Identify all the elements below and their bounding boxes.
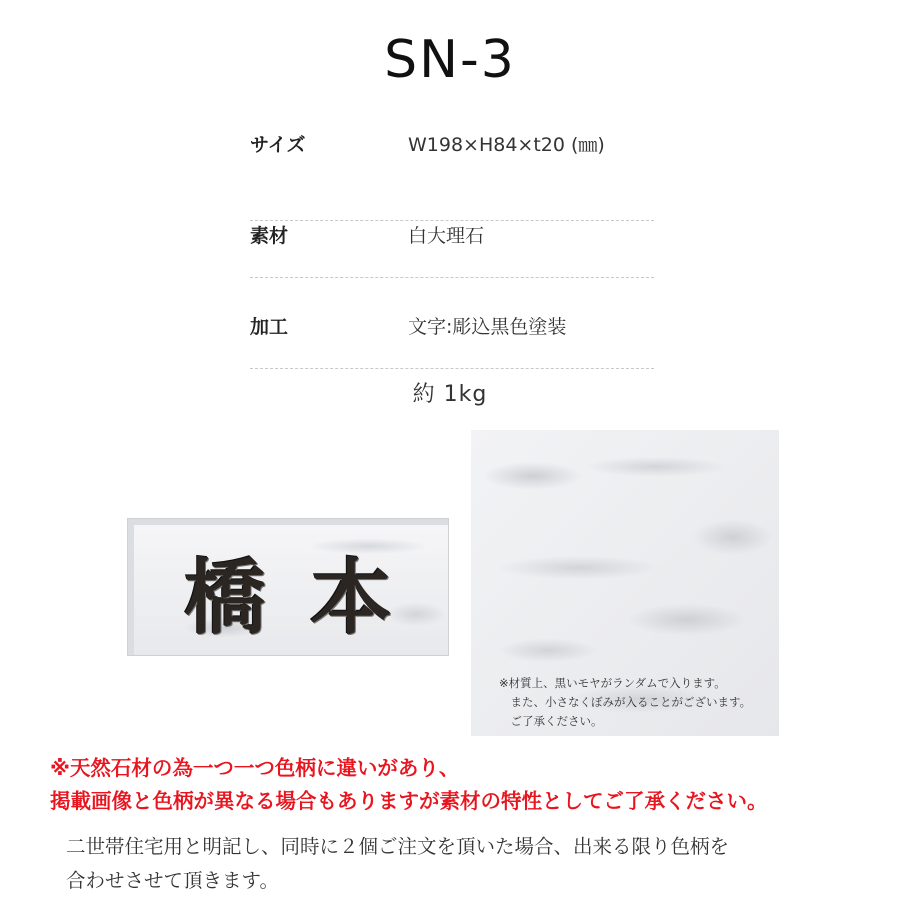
spec-row-processing (250, 312, 654, 369)
footnote-line: 合わせさせて頂きます。 (66, 869, 279, 892)
two-household-footnote (66, 830, 729, 898)
notice-line: ※天然石材の為一つ一つ色柄に違いがあり、 (50, 756, 460, 780)
nameplate-engraved-text: 橋本 (183, 550, 436, 646)
product-weight: 約 1kg (412, 382, 488, 407)
nameplate-image (127, 518, 449, 656)
notice-line: 掲載画像と色柄が異なる場合もありますが素材の特性としてご了承ください。 (50, 789, 768, 813)
spec-row-size (250, 130, 654, 221)
swatch-note-line: ご了承ください。 (499, 714, 603, 728)
marble-swatch-image (471, 430, 779, 736)
spec-label-size: サイズ (250, 134, 306, 156)
spec-value-processing: 文字:彫込黒色塗装 (408, 316, 567, 338)
spec-label-material: 素材 (250, 225, 289, 247)
swatch-note (499, 674, 751, 731)
spec-value-material: 白大理石 (408, 225, 485, 247)
spec-value-size: W198×H84×t20 (㎜) (408, 134, 605, 156)
spec-row-material (250, 221, 654, 278)
swatch-note-line: また、小さなくぼみが入ることがございます。 (499, 695, 752, 709)
footnote-line: 二世帯住宅用と明記し、同時に２個ご注文を頂いた場合、出来る限り色柄を (66, 835, 730, 858)
product-title: SN-3 (384, 30, 516, 90)
natural-stone-notice (50, 752, 768, 818)
spec-label-processing: 加工 (250, 316, 289, 338)
swatch-note-line: ※材質上、黒いモヤがランダムで入ります。 (499, 676, 726, 690)
